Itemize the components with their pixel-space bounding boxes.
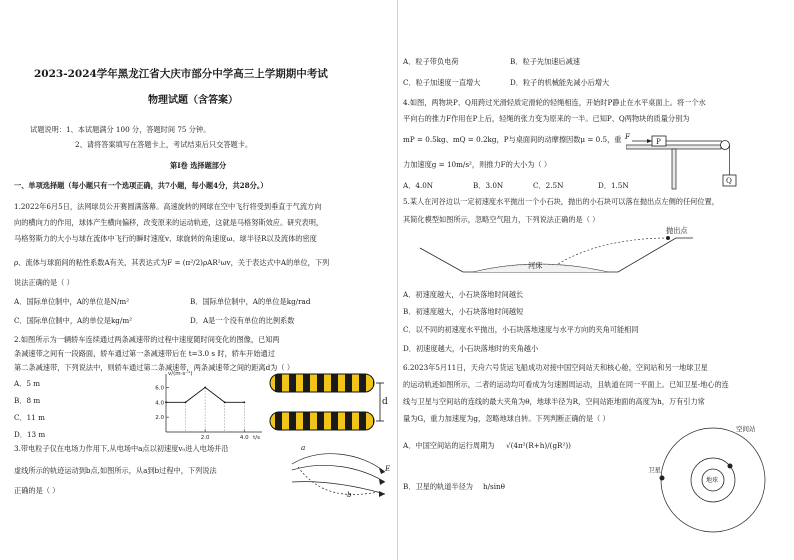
- q6-text-line: 线与卫星与空间站的连线的最大夹角为θ，地球半径为R，空间站距地面的高度为h，万有引力常: [403, 397, 705, 406]
- table-leg: [672, 149, 676, 189]
- q2-option-a: A．5 m: [14, 379, 41, 388]
- electric-field-figure: [290, 442, 395, 502]
- q1-text-line: ρ、流体与球面间的粘性系数A有关，其表达式为F = (π²/2)ρAR²ωv，关于表达式中A的单位，下列: [14, 258, 330, 267]
- section-title: 第Ⅰ卷 选择题部分: [170, 161, 227, 170]
- y-tick-label: 6.0: [155, 385, 164, 392]
- x-tick-label: 4.0: [239, 435, 249, 440]
- q3-option-a: A．粒子带负电荷: [403, 57, 459, 66]
- q1-option-d: D．A是一个没有单位的比例系数: [190, 316, 295, 325]
- speed-bump-2: [270, 412, 374, 430]
- q6-text-line: 的运动轨迹如图所示，二者的运动均可看成为匀速圆周运动，且轨道在同一平面上。已知卫星-地心的连: [403, 380, 729, 389]
- q2-option-d: D．13 m: [14, 430, 46, 439]
- throw-point-label: 抛出点: [666, 226, 688, 235]
- point-a-label: a: [301, 443, 306, 452]
- q4-text-line: 力加速度g = 10m/s²，则推力F的大小为（ ）: [403, 160, 552, 169]
- stone-path: [558, 238, 668, 264]
- right-column: [398, 0, 794, 560]
- x-axis-label: t/s: [253, 435, 260, 440]
- particle-trajectory: [298, 467, 378, 494]
- q1-option-b: B．国际单位制中，A的单位是kg/rad: [190, 297, 311, 306]
- speed-bump-1: [270, 374, 374, 392]
- q1-text-line: 说法正确的是（ ）: [14, 278, 74, 287]
- station-label: 空间站: [736, 425, 756, 433]
- table-top: [626, 145, 721, 149]
- force-f-label: F: [625, 132, 630, 141]
- q3-text-line: 3.带电粒子仅在电场力作用下,从电场中a点以初速度v₀进入电场并沿: [14, 444, 229, 453]
- q4-option-d: D．1.5N: [598, 181, 629, 190]
- q4-text-line: 4.如图，两物块P、Q用跨过光滑轻质定滑轮的轻绳相连，开始时P静止在水平桌面上。将一个水: [403, 98, 706, 107]
- q5-option-c: C．以不同的初速度水平抛出，小石块落地速度与水平方向的夹角可能相同: [403, 325, 639, 334]
- velocity-time-chart: [150, 370, 270, 440]
- q6-option-b-formula: h/sinθ: [483, 482, 505, 491]
- exam-subtitle: 物理试题（含答案）: [148, 95, 238, 106]
- q6-option-a-formula: √(4π²(R+h)/(gR²)): [506, 441, 571, 450]
- q5-option-a: A．初速度越大，小石块落地时间越长: [403, 290, 524, 299]
- q3-option-d: D．粒子的机械能先减小后增大: [510, 78, 610, 87]
- q1-text-line: 1.2022年6月5日，法网球员公开赛圆满落幕。高速旋转的网球在空中飞行将受到垂直于气流方向: [14, 202, 322, 211]
- q6-option-a-prefix: A．中国空间站的运行周期为: [403, 441, 495, 450]
- river-valley-figure: [418, 226, 698, 290]
- pulley-figure: [626, 133, 741, 193]
- instructions-line-2: 2、请将答案填写在答题卡上，考试结束后只交答题卡。: [75, 140, 253, 149]
- y-tick-label: 4.0: [155, 400, 164, 407]
- block-q-label: Q: [726, 176, 732, 185]
- river-bed-label: 河床: [528, 261, 543, 270]
- q4-option-b: B．3.0N: [473, 181, 504, 190]
- throw-point: [666, 236, 670, 240]
- q5-option-b: B．初速度越大，小石块落地时间越短: [403, 307, 524, 316]
- q2-option-c: C．11 m: [14, 413, 45, 422]
- q2-text-line: 条减速带之间有一段路面，轿车通过第一条减速带后在 t=3.0 s 时，轿车开始通过: [14, 349, 275, 358]
- q2-text-line: 2.如图所示为一辆轿车连续通过两条减速带的过程中速度随时间变化的图像，已知两: [14, 335, 280, 344]
- point-b-label: b: [347, 490, 352, 499]
- q5-text-line: 其简化模型如图所示，忽略空气阻力，下列说法正确的是（ ）: [403, 215, 600, 224]
- exam-title: 2023-2024学年黑龙江省大庆市部分中学高三上学期期中考试: [34, 68, 328, 80]
- station-dot: [728, 464, 733, 469]
- data-point: [224, 401, 226, 403]
- q1-option-a: A．国际单位制中，A的单位是N/m²: [14, 297, 130, 306]
- x-tick-label: 2.0: [200, 435, 210, 440]
- satellite-dot: [660, 476, 665, 481]
- q1-text-line: 向的横向力的作用，球体产生横向偏移，改变原来的运动轨迹，这就是马格努斯效应。研究表明，: [14, 218, 324, 227]
- q1-text-line: 马格努斯力的大小与球在流体中飞行的瞬时速度v、球旋转的角速度ω、球半径R以及流体的密度: [14, 234, 317, 243]
- q5-text-line: 5.某人在河谷边以一定初速度水平抛出一个小石块，抛出的小石块可以落在抛出点左侧的任何位置，: [403, 197, 719, 206]
- field-e-label: E: [385, 464, 391, 473]
- data-point: [185, 401, 187, 403]
- data-point: [204, 387, 206, 389]
- q3-text-line: 虚线所示的轨迹运动到b点,如图所示，从a到b过程中，下列说法: [14, 466, 217, 475]
- q6-option-b-prefix: B．卫星的轨道半径为: [403, 482, 473, 491]
- y-axis-label: v/(m·s⁻¹): [168, 371, 193, 377]
- speed-bumps-figure: [268, 372, 390, 432]
- instructions-line-1: 试题说明：1、本试题满分 100 分，答题时间 75 分钟。: [30, 125, 211, 134]
- q4-text-line: 平向右的推力F作用在P上后，轻绳的张力变为原来的一半。已知P、Q两物块的质量分别为: [403, 114, 690, 123]
- q6-text-line: 6.2023年5月11日，天舟六号货运飞船成功对接中国空间站天和核心舱，空间站和另一地球卫星: [403, 363, 708, 372]
- q3-text-line: 正确的是（ ）: [14, 486, 60, 495]
- data-point: [165, 401, 167, 403]
- q5-option-d: D．初速度越大，小石块落地时的夹角越小: [403, 344, 539, 353]
- q6-text-line: 量为G，重力加速度为g，忽略地球自转。下列判断正确的是（ ）: [403, 414, 610, 423]
- y-tick-label: 2.0: [155, 415, 164, 422]
- q4-text-line: mP = 0.5kg、mQ = 0.2kg，P与桌面间的动摩擦因数μ = 0.5，重: [403, 135, 622, 144]
- pulley-wheel: [721, 141, 730, 150]
- q2-option-b: B．8 m: [14, 396, 41, 405]
- q3-option-c: C．粒子加速度一直增大: [403, 78, 481, 87]
- data-point: [243, 401, 245, 403]
- q1-option-c: C．国际单位制中，A的单位是kg/m²: [14, 316, 133, 325]
- earth-label: 地球: [706, 477, 719, 484]
- satellite-label: 卫星: [648, 466, 661, 474]
- block-p-label: P: [656, 137, 661, 146]
- distance-label-d: d: [382, 397, 388, 407]
- q4-option-c: C．2.5N: [533, 181, 564, 190]
- q4-option-a: A．4.0N: [403, 181, 434, 190]
- q2-text-line: 第二条减速带，下列说法中，则轿车通过第二条减速带，两条减速带之间的距离d为（ ）: [14, 363, 295, 372]
- q3-option-b: B．粒子先加速后减速: [510, 57, 580, 66]
- part-one-heading: 一、单项选择题（每小题只有一个选项正确，共7小题，每小题4分，共28分。）: [14, 181, 268, 190]
